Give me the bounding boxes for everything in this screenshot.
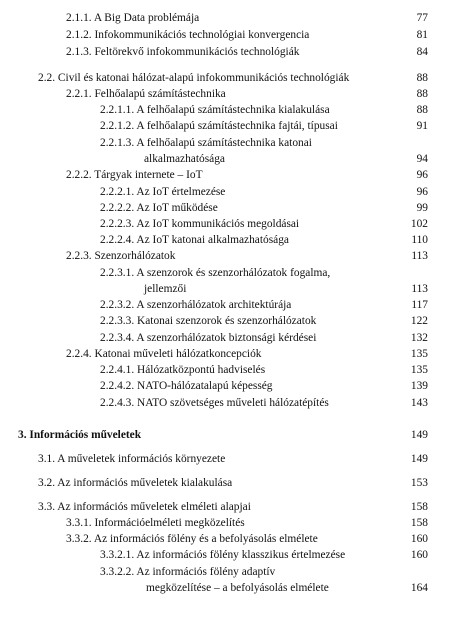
toc-entry bbox=[0, 395, 450, 411]
toc-entry-page: 113 bbox=[411, 250, 428, 262]
toc-entry-page: 91 bbox=[416, 120, 428, 132]
toc-entry-title: 3.3.1. Információelméleti megközelítés bbox=[66, 517, 245, 529]
toc-entry-title: 3.3.2.2. Az információs fölény adaptív bbox=[100, 566, 276, 578]
toc-entry-page: 88 bbox=[416, 104, 428, 116]
toc-entry bbox=[0, 44, 450, 60]
toc-entry bbox=[0, 86, 450, 102]
toc-entry-title: 2.2.3.4. A szenzorhálózatok biztonsági kérdései bbox=[100, 332, 317, 344]
toc-entry-title: 2.2.4.2. NATO-hálózatalapú képesség bbox=[100, 380, 273, 392]
toc-entry-page: 88 bbox=[416, 88, 428, 100]
toc-entry-title: 2.2.2.3. Az IoT kommunikációs megoldásai bbox=[100, 218, 300, 230]
toc-entry-page: 160 bbox=[410, 533, 428, 545]
toc-entry-page: 110 bbox=[411, 234, 428, 246]
toc-entry-page: 113 bbox=[411, 283, 428, 295]
toc-entry-page: 158 bbox=[410, 517, 428, 529]
toc-entry bbox=[0, 297, 450, 313]
toc-entry bbox=[0, 167, 450, 183]
toc-entry-page: 102 bbox=[410, 218, 428, 230]
toc-entry-title: 3.3.2.1. Az információs fölény klasszikus értelmezése bbox=[100, 549, 346, 561]
toc-entry-page: 149 bbox=[410, 429, 428, 441]
toc-entry bbox=[0, 378, 450, 394]
toc-entry bbox=[0, 102, 450, 118]
toc-entry-title: 2.2.3.2. A szenzorhálózatok architektúrája bbox=[100, 299, 292, 311]
toc-entry bbox=[0, 10, 450, 26]
toc-entry-page: 99 bbox=[416, 202, 428, 214]
toc-entry-title: 2.1.3. Feltörekvő infokommunikációs technológiák bbox=[66, 46, 300, 58]
toc-entry-title: 2.2.3.1. A szenzorok és szenzorhálózatok fogalma, bbox=[100, 267, 331, 279]
toc-entry bbox=[0, 135, 450, 151]
toc-entry bbox=[0, 184, 450, 200]
toc-entry-page: 88 bbox=[416, 72, 428, 84]
toc-entry-page: 84 bbox=[416, 46, 428, 58]
toc-entry-page: 132 bbox=[410, 332, 428, 344]
toc-entry bbox=[0, 547, 450, 563]
toc-entry-title: 2.1.1. A Big Data problémája bbox=[66, 12, 200, 24]
toc-entry-page: 77 bbox=[416, 12, 428, 24]
toc-entry-title: 2.2.4. Katonai műveleti hálózatkoncepciók bbox=[66, 348, 262, 360]
toc-entry bbox=[0, 580, 450, 596]
toc-entry bbox=[0, 475, 450, 491]
toc-entry-title: 3.3. Az információs műveletek elméleti alapjai bbox=[38, 501, 251, 513]
toc-entry bbox=[0, 362, 450, 378]
toc-entry bbox=[0, 232, 450, 248]
toc-entry-page: 81 bbox=[416, 29, 428, 41]
toc-entry bbox=[0, 281, 450, 297]
toc-entry bbox=[0, 564, 450, 580]
toc-entry bbox=[0, 330, 450, 346]
toc-entry-title: 2.2.4.1. Hálózatközpontú hadviselés bbox=[100, 364, 266, 376]
toc-entry-page: 153 bbox=[410, 477, 428, 489]
toc-entry bbox=[0, 248, 450, 264]
toc-entry bbox=[0, 499, 450, 515]
toc-entry-title: jellemzői bbox=[144, 283, 187, 295]
toc-entry-page: 96 bbox=[416, 169, 428, 181]
toc-entry-page: 135 bbox=[410, 364, 428, 376]
toc-entry-page: 96 bbox=[416, 186, 428, 198]
toc-entry bbox=[0, 27, 450, 43]
toc-entry-title: 2.2.2.2. Az IoT működése bbox=[100, 202, 218, 214]
toc-entry-title: 2.2.1. Felhőalapú számítástechnika bbox=[66, 88, 226, 100]
toc-entry-page: 135 bbox=[410, 348, 428, 360]
toc-entry bbox=[0, 346, 450, 362]
toc-entry bbox=[0, 151, 450, 167]
toc-entry-title: megközelítése – a befolyásolás elmélete bbox=[146, 582, 329, 594]
toc-entry-title: 2.2.2. Tárgyak internete – IoT bbox=[66, 169, 203, 181]
toc-entry bbox=[0, 118, 450, 134]
toc-entry-title: 2.2.2.4. Az IoT katonai alkalmazhatósága bbox=[100, 234, 289, 246]
toc-entry bbox=[0, 515, 450, 531]
toc-entry-page: 160 bbox=[410, 549, 428, 561]
toc-chapter-heading bbox=[0, 427, 450, 443]
toc-entry bbox=[0, 313, 450, 329]
toc-entry-title: 3.2. Az információs műveletek kialakulása bbox=[38, 477, 233, 489]
toc-entry-title: 2.2. Civil és katonai hálózat-alapú infokommunikációs technológiák bbox=[38, 72, 350, 84]
toc-entry bbox=[0, 451, 450, 467]
toc-entry-page: 122 bbox=[410, 315, 428, 327]
toc-entry-title: 2.2.1.1. A felhőalapú számítástechnika kialakulása bbox=[100, 104, 330, 116]
toc-entry-page: 117 bbox=[411, 299, 428, 311]
toc-entry-title: 3.3.2. Az információs fölény és a befolyásolás elmélete bbox=[66, 533, 318, 545]
toc-entry-title: 2.2.4.3. NATO szövetséges műveleti hálózatépítés bbox=[100, 397, 329, 409]
toc-entry bbox=[0, 200, 450, 216]
toc-entry-title: 2.1.2. Infokommunikációs technológiai konvergencia bbox=[66, 29, 310, 41]
toc-entry-title: 2.2.1.2. A felhőalapú számítástechnika fajtái, típusai bbox=[100, 120, 338, 132]
toc-entry bbox=[0, 265, 450, 281]
toc-entry-page: 94 bbox=[416, 153, 428, 165]
toc-entry-page: 139 bbox=[410, 380, 428, 392]
toc-entry-page: 158 bbox=[410, 501, 428, 513]
toc-entry-title: alkalmazhatósága bbox=[144, 153, 225, 165]
toc-entry-title: 2.2.3. Szenzorhálózatok bbox=[66, 250, 176, 262]
toc-entry bbox=[0, 531, 450, 547]
toc-entry bbox=[0, 70, 450, 86]
toc-entry-page: 143 bbox=[410, 397, 428, 409]
toc-entry bbox=[0, 216, 450, 232]
toc-entry-page: 149 bbox=[410, 453, 428, 465]
toc-entry-title: 2.2.2.1. Az IoT értelmezése bbox=[100, 186, 226, 198]
toc-entry-title: 2.2.3.3. Katonai szenzorok és szenzorhálózatok bbox=[100, 315, 317, 327]
toc-entry-page: 164 bbox=[410, 582, 428, 594]
toc-entry-title: 2.2.1.3. A felhőalapú számítástechnika katonai bbox=[100, 137, 312, 149]
toc-entry-title: 3. Információs műveletek bbox=[18, 429, 142, 441]
toc-entry-title: 3.1. A műveletek információs környezete bbox=[38, 453, 226, 465]
